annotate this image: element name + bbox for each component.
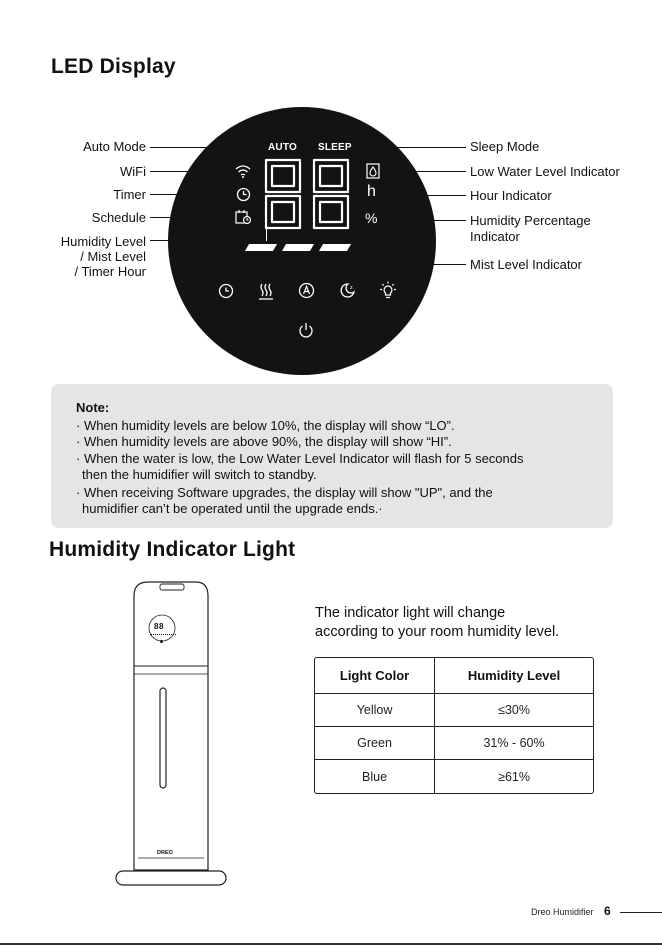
mist-button-icon[interactable] (258, 282, 274, 300)
indicator-intro (315, 604, 559, 642)
humidifier-illustration (112, 578, 230, 890)
leader-line-hour (384, 195, 466, 196)
label-hour-indicator: Hour Indicator (470, 188, 552, 203)
note-line-3: · When the water is low, the Low Water Level Indicator will flash for 5 seconds (76, 451, 524, 466)
cell-level: ≤30% (435, 694, 593, 727)
label-sleep-mode: Sleep Mode (470, 139, 540, 154)
footer-rule (620, 912, 662, 913)
indicator-intro-line-2: according to your room humidity level. (315, 624, 560, 640)
leader-line-percent (384, 220, 466, 221)
label-humidity-percentage: Humidity Percentage (470, 213, 591, 228)
leader-line-timer (150, 194, 232, 195)
hour-indicator: h (367, 183, 377, 200)
digit-display (262, 158, 356, 230)
humidity-table (314, 657, 594, 794)
page-number: 6 (604, 904, 611, 918)
leader-line-sleep (352, 147, 466, 148)
header-humidity-level: Humidity Level (435, 658, 593, 694)
label-humidity-percentage-2: Indicator (470, 229, 520, 244)
label-wifi: WiFi (120, 164, 146, 179)
leader-line-humidity (150, 240, 266, 241)
mist-level-bar-1 (245, 244, 277, 251)
table-row (315, 760, 593, 793)
label-timer-hour: / Timer Hour (74, 264, 146, 279)
device-mini-power (160, 640, 163, 643)
leader-line-wifi (150, 171, 230, 172)
leader-line-humidity-vertical (266, 226, 267, 241)
note-line-2: · When humidity levels are above 90%, the display will show “HI”. (76, 434, 452, 449)
indicator-intro-line-1: The indicator light will change (315, 605, 506, 621)
table-row (315, 694, 593, 727)
low-water-icon (366, 163, 380, 179)
footer-product-name: Dreo Humidifier (531, 907, 594, 917)
cell-level: 31% - 60% (435, 727, 593, 760)
auto-indicator: AUTO (268, 142, 297, 153)
label-mist-level-indicator: Mist Level Indicator (470, 257, 582, 272)
header-light-color: Light Color (315, 658, 435, 694)
cell-level: ≥61% (498, 769, 530, 784)
auto-button-icon[interactable] (298, 282, 315, 299)
humidity-indicator-title: Humidity Indicator Light (49, 538, 296, 561)
timer-icon (236, 187, 251, 202)
cell-color: Yellow (315, 694, 435, 727)
timer-button-icon[interactable] (218, 283, 234, 299)
leader-line-schedule (150, 217, 232, 218)
note-line-1: · When humidity levels are below 10%, the display will show “LO”. (76, 418, 455, 433)
label-schedule: Schedule (91, 210, 146, 225)
label-timer: Timer (113, 187, 146, 202)
sleep-button-icon[interactable] (339, 282, 356, 299)
svg-text:DREO: DREO (157, 850, 173, 856)
leader-line-auto (150, 147, 263, 148)
light-button-icon[interactable] (378, 281, 398, 300)
label-low-water: Low Water Level Indicator (470, 164, 620, 179)
led-display-title: LED Display (51, 55, 176, 78)
schedule-icon (235, 209, 252, 225)
note-line-5: · When receiving Software upgrades, the display will show "UP", and the (76, 485, 493, 500)
note-line-6: humidifier can’t be operated until the upgrade ends.· (82, 501, 383, 516)
cell-color: Blue (315, 760, 435, 793)
power-button-icon[interactable] (298, 322, 314, 339)
table-row (315, 727, 593, 760)
svg-text:z: z (350, 285, 353, 291)
cell-color: Green (315, 727, 435, 760)
mist-level-bar-2 (282, 244, 314, 251)
label-auto-mode: Auto Mode (83, 139, 146, 154)
device-mini-display: 88 (154, 622, 164, 631)
device-mini-buttons (150, 634, 176, 636)
sleep-indicator: SLEEP (318, 142, 352, 153)
wifi-icon (234, 164, 252, 178)
percent-indicator: % (365, 210, 378, 226)
bottom-border (0, 943, 662, 945)
note-title: Note: (76, 400, 110, 415)
leader-line-low-water (384, 171, 466, 172)
leader-line-mist (348, 264, 466, 265)
note-line-4: then the humidifier will switch to standby. (82, 467, 317, 482)
mist-level-bar-3 (319, 244, 351, 251)
table-header-row (315, 658, 593, 694)
leader-line-mist-vertical (348, 250, 349, 265)
label-mist-level: / Mist Level (80, 249, 146, 264)
label-humidity-level: Humidity Level (60, 234, 146, 249)
